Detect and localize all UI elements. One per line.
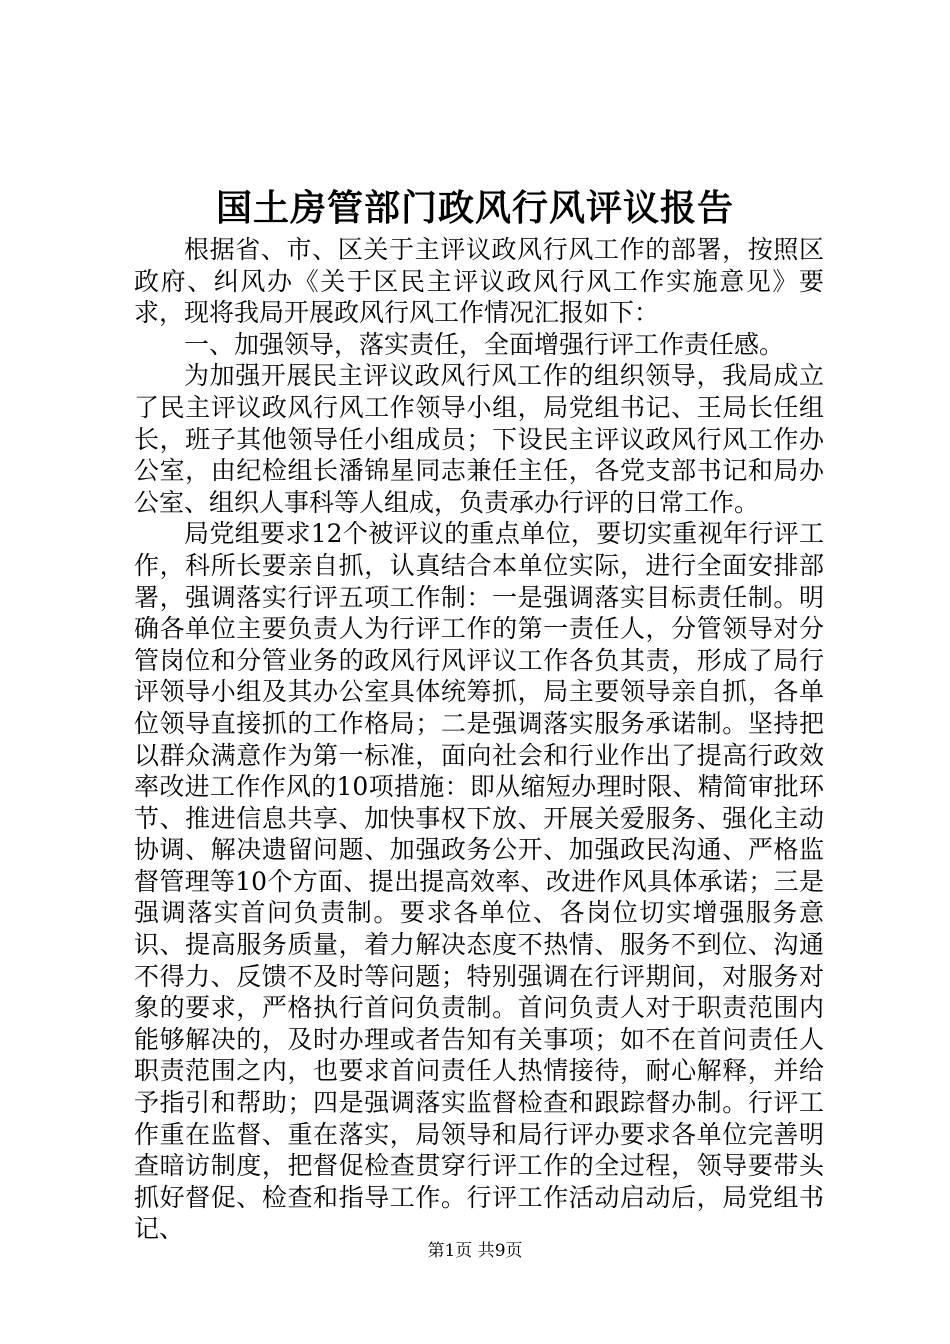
document-body [134,234,824,1245]
intro-paragraph: 根据省、市、区关于主评议政风行风工作的部署，按照区政府、纠风办《关于区民主评议政风行风工作实施意见》要求，现将我局开展政风行风工作情况汇报如下： [134,235,824,328]
body-paragraph: 局党组要求12个被评议的重点单位，要切实重视年行评工作，科所长要亲自抓，认真结合本单位实际，进行全面安排部署，强调落实行评五项工作制：一是强调落实目标责任制。明确各单位主要负责人为行评工作的第一责任人，分管领导对分管岗位和分管业务的政风行风评议工作各负其责，形成了局行评领导小组及其办公室具体统筹抓，局主要领导亲自抓，各单位领导直接抓的工作格局；二是强调落实服务承诺制。坚持把以群众满意作为第一标准，面向社会和行业作出了提高行政效率改进工作作风的10项措施：即从缩短办理时限、精简审批环节、推进信息共享、加快事权下放、开展关爱服务、强化主动协调、解决遗留问题、加强政务公开、加强政民沟通、严格监督管理等10个方面、提出提高效率、改进作风具体承诺；三是强调落实首问负责制。要求各单位、各岗位切实增强服务意识、提高服务质量，着力解决态度不热情、服务不到位、沟通不得力、反馈不及时等问题；特别强调在行评期间，对服务对象的要求，严格执行首问负责制。首问负责人对于职责范围内能够解决的，及时办理或者告知有关事项；如不在首问责任人职责范围之内，也要求首问责任人热情接待，耐心解释，并给予指引和帮助；四是强调落实监督检查和跟踪督办制。行评工作重在监督、重在落实，局领导和局行评办要求各单位完善明查暗访制度，把督促检查贯穿行评工作的全过程，领导要带头抓好督促、检查和指导工作。行评工作活动启动后，局党组书记、 [134,519,824,1244]
document-title: 国土房管部门政风行风评议报告 [215,187,734,229]
body-paragraph: 为加强开展民主评议政风行风工作的组织领导，我局成立了民主评议政风行风工作领导小组，局党组书记、王局长任组长，班子其他领导任小组成员；下设民主评议政风行风工作办公室，由纪检组长潘锦星同志兼任主任，各党支部书记和局办公室、组织人事科等人组成，负责承办行评的日常工作。 [134,361,824,517]
section-heading-1: 一、加强领导，落实责任，全面增强行评工作责任感。 [184,329,785,359]
page-number-footer: 第1页 共9页 [427,1241,523,1261]
